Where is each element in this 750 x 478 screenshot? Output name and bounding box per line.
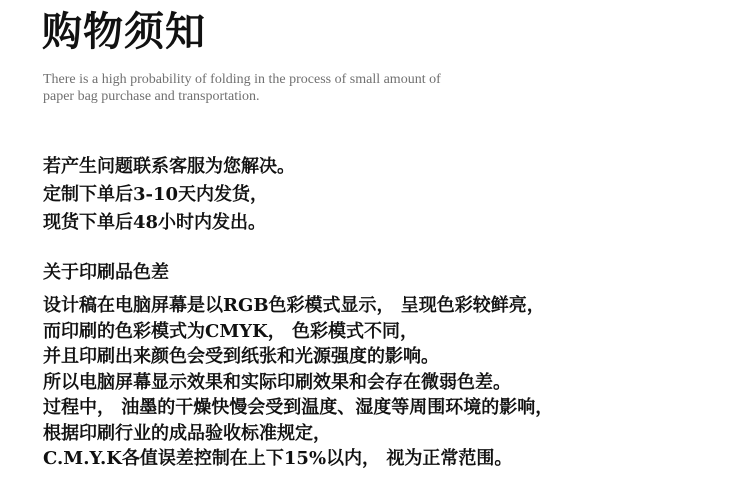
body-line: 而印刷的色彩模式为CMYK， 色彩模式不同， <box>43 320 419 342</box>
body-line: 设计稿在电脑屏幕是以RGB色彩模式显示， 呈现色彩较鲜亮， <box>43 295 545 316</box>
subtitle-line: There is a high probability of folding in the process of small amount of <box>43 72 441 87</box>
shipping-notice <box>43 153 295 237</box>
section-title-color-difference: 关于印刷品色差 <box>43 262 169 283</box>
body-line: 所以电脑屏幕显示效果和实际印刷效果和会存在微弱色差。 <box>43 371 511 393</box>
page-title: 购物须知 <box>42 8 206 55</box>
body-line: 并且印刷出来颜色会受到纸张和光源强度的影响。 <box>43 346 439 367</box>
notice-line: 定制下单后3-10天内发货， <box>43 184 269 205</box>
english-subtitle <box>43 71 603 105</box>
notice-line: 现货下单后48小时内发出。 <box>43 212 267 233</box>
body-line: 根据印刷行业的成品验收标准规定， <box>43 422 331 444</box>
body-line: C.M.Y.K各值误差控制在上下15%以内， 视为正常范围。 <box>43 448 513 469</box>
color-difference-description <box>43 293 553 472</box>
notice-line: 若产生问题联系客服为您解决。 <box>43 156 295 177</box>
subtitle-line: paper bag purchase and transportation. <box>43 89 260 104</box>
body-line: 过程中， 油墨的干燥快慢会受到温度、湿度等周围环境的影响， <box>43 397 554 418</box>
